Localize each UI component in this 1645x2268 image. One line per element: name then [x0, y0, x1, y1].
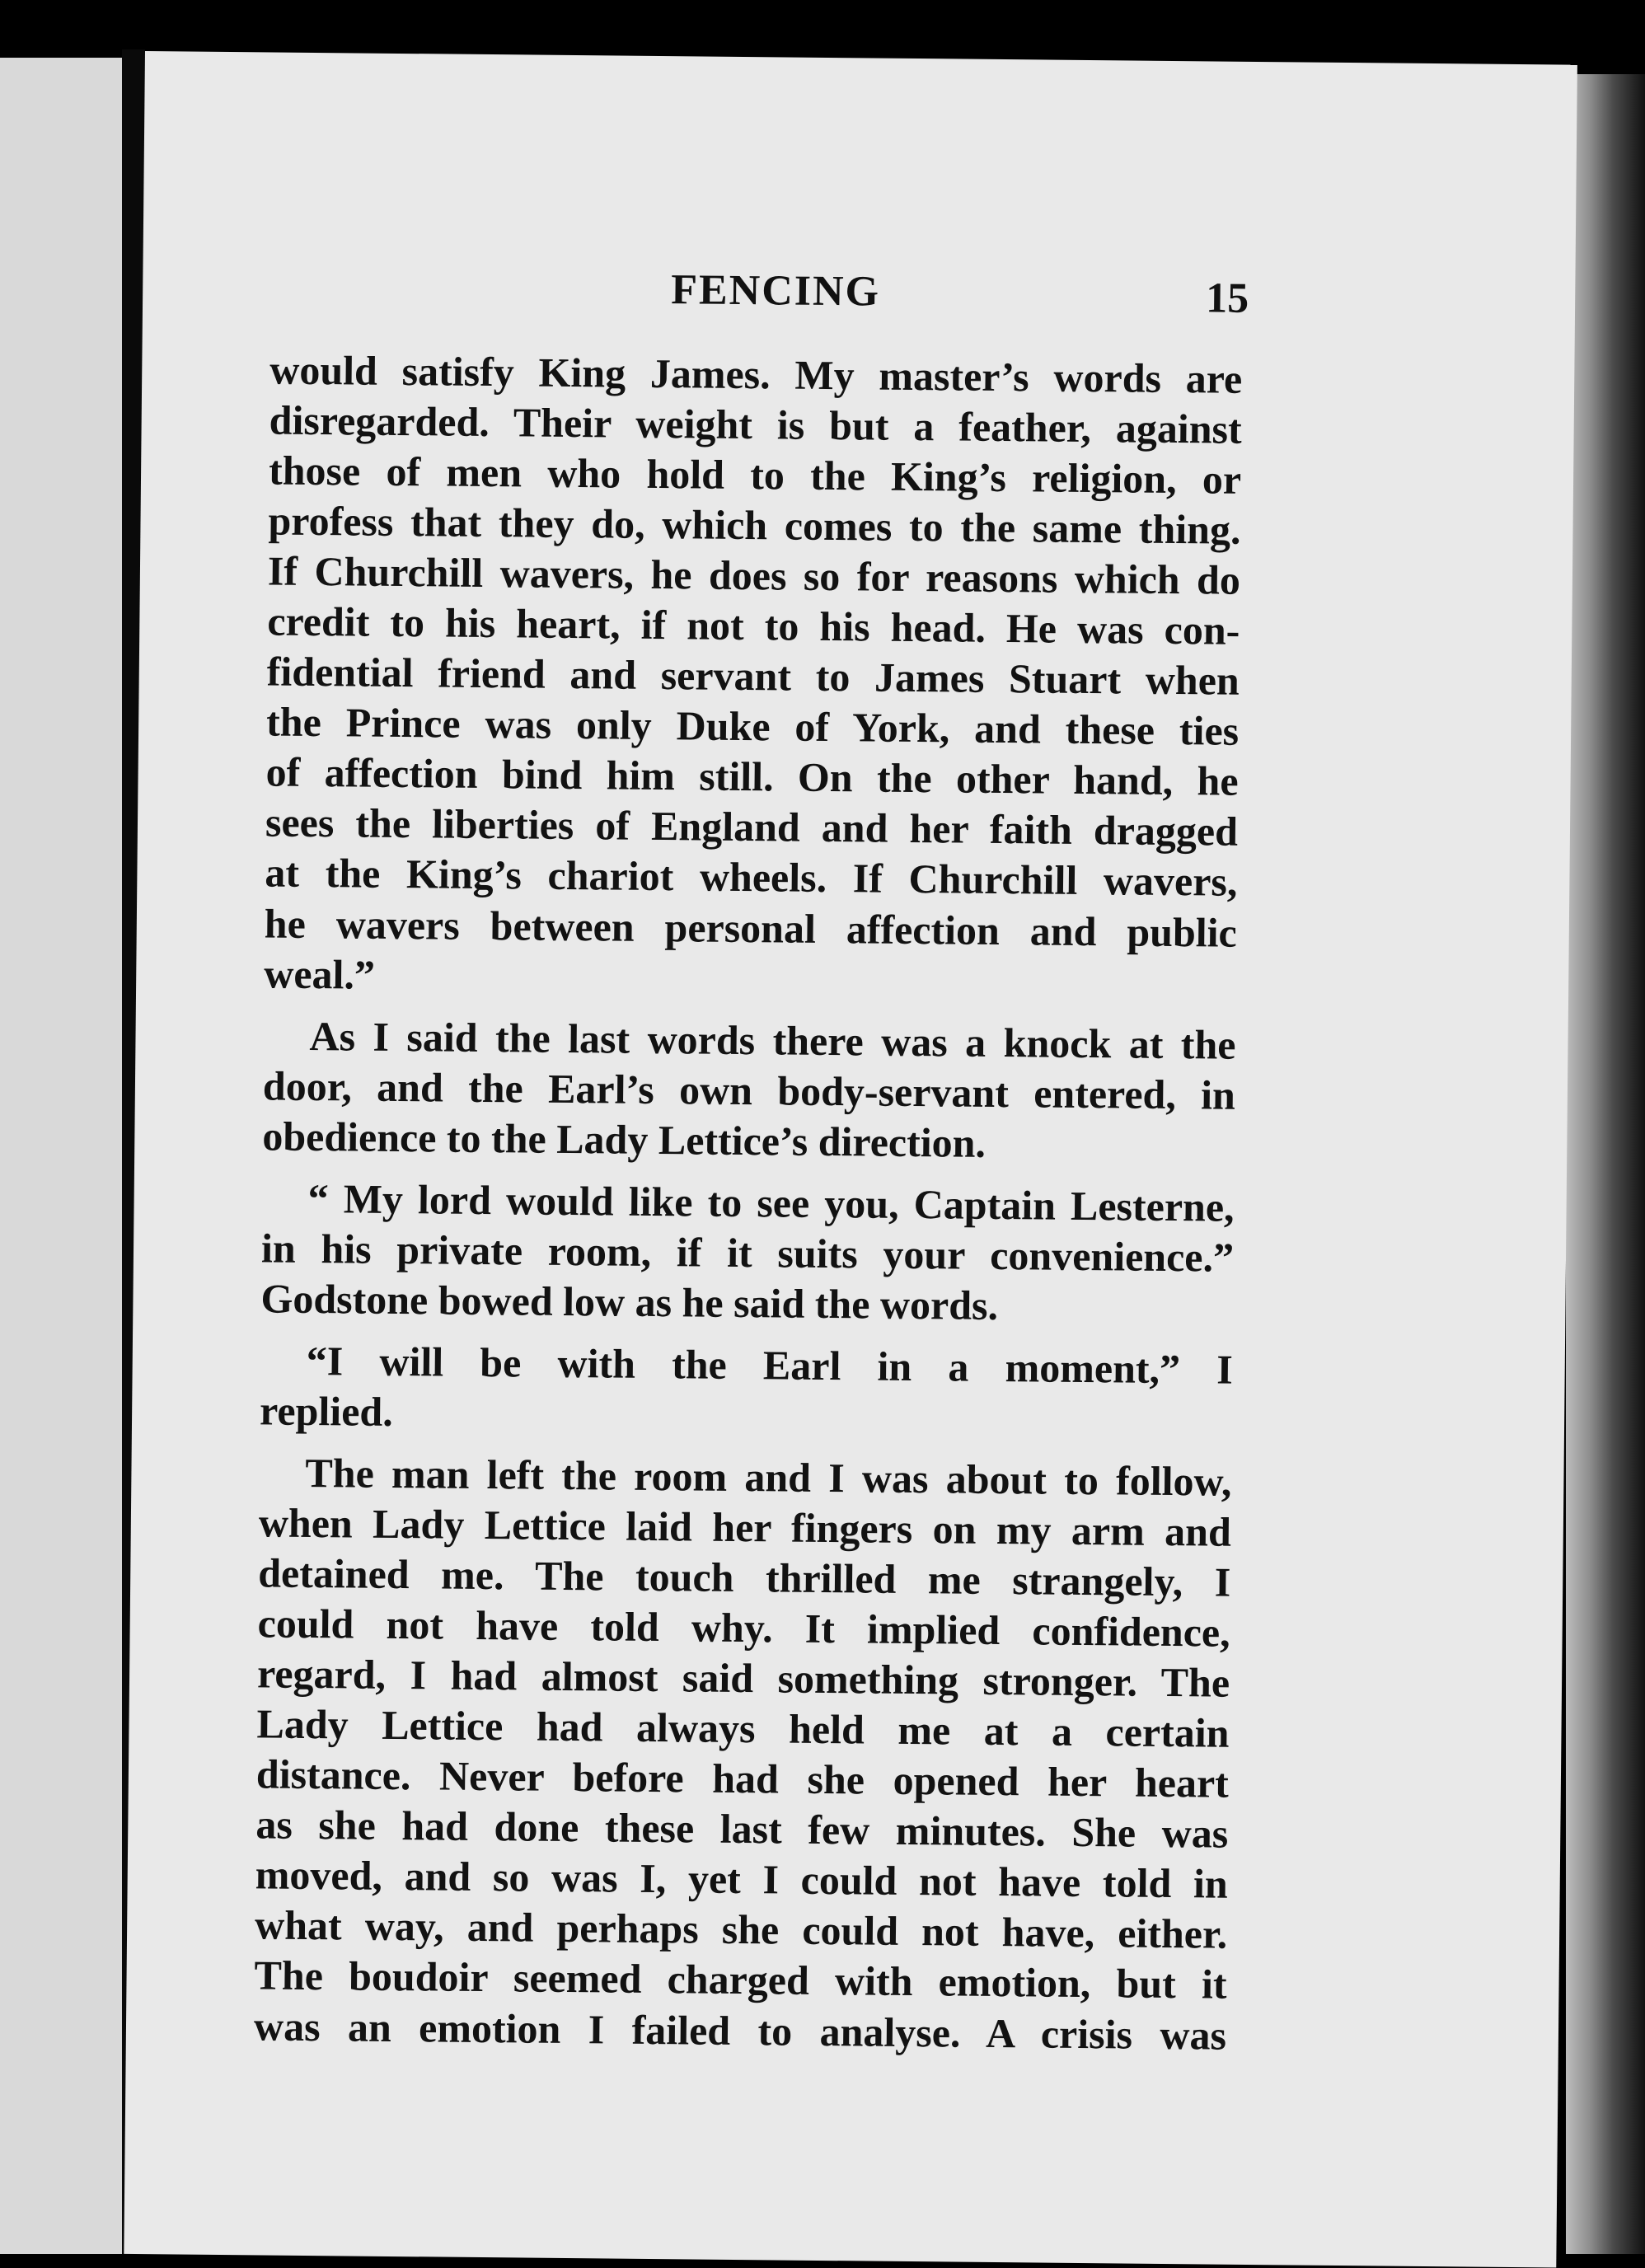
- text-line: fidential friend and servant to James Stuart when: [266, 648, 1240, 705]
- text-line: The man left the room and I was about to follow,: [305, 1449, 1232, 1505]
- text-line: regard, I had almost said something stronger. The: [256, 1650, 1230, 1706]
- text-line: would satisfy King James. My master’s words are: [269, 346, 1243, 402]
- text-line: was an emotion I failed to analyse. A crisis was: [253, 2002, 1227, 2059]
- text-line: at the King’s chariot wheels. If Churchill wavers,: [265, 849, 1238, 906]
- text-line: weal.”: [263, 950, 376, 998]
- text-line: what way, and perhaps she could not have, either.: [254, 1901, 1228, 1958]
- text-line: credit to his heart, if not to his head. He was con-: [267, 597, 1240, 654]
- paragraph: [260, 1335, 1233, 1445]
- text-line: profess that they do, which comes to the same thing.: [268, 497, 1241, 553]
- paragraph: [264, 344, 1243, 1008]
- paragraph: [262, 1010, 1236, 1170]
- facing-page-edge: [0, 58, 122, 2254]
- text-line: detained me. The touch thrilled me strangely, I: [258, 1549, 1231, 1605]
- text-line: The boudoir seemed charged with emotion, but it: [254, 1952, 1227, 2008]
- book-page: [124, 51, 1577, 2268]
- page-header: [143, 203, 1380, 322]
- text-line: “ My lord would like to see you, Captain Lesterne,: [307, 1174, 1235, 1230]
- body-text: [254, 344, 1243, 2060]
- text-line: in his private room, if it suits your convenience.”: [260, 1225, 1235, 1281]
- text-line: “I will be with the Earl in a moment,” I: [306, 1337, 1233, 1393]
- paragraph: [254, 1447, 1232, 2060]
- text-line: As I said the last words there was a knock at the: [309, 1012, 1236, 1068]
- text-line: Godstone bowed low as he said the words.: [260, 1275, 999, 1328]
- text-line: of affection bind him still. On the other hand, he: [265, 748, 1239, 805]
- text-line: door, and the Earl’s own body-servant entered, in: [262, 1062, 1236, 1118]
- text-line: disregarded. Their weight is but a feather, against: [269, 396, 1242, 452]
- text-line: as she had done these last few minutes. She was: [255, 1801, 1229, 1858]
- text-line: Lady Lettice had always held me at a certain: [256, 1700, 1230, 1756]
- text-line: could not have told why. It implied confidence,: [257, 1600, 1230, 1656]
- text-line: obedience to the Lady Lettice’s direction.: [262, 1113, 987, 1166]
- text-line: distance. Never before had she opened her heart: [255, 1750, 1230, 1806]
- running-head: FENCING: [670, 266, 881, 316]
- page-number: 15: [1205, 274, 1249, 322]
- text-line: replied.: [259, 1387, 394, 1435]
- paragraph: [260, 1173, 1235, 1333]
- text-line: sees the liberties of England and her faith dragged: [265, 799, 1239, 855]
- page-fore-edge: [1566, 74, 1645, 2254]
- text-line: he wavers between personal affection and public: [264, 899, 1238, 956]
- text-line: moved, and so was I, yet I could not have told in: [255, 1851, 1228, 1908]
- text-line: when Lady Lettice laid her fingers on my arm and: [258, 1499, 1232, 1555]
- text-line: those of men who hold to the King’s religion, or: [268, 447, 1242, 503]
- text-line: the Prince was only Duke of York, and these ties: [265, 698, 1240, 755]
- text-line: If Churchill wavers, he does so for reasons which do: [267, 547, 1241, 603]
